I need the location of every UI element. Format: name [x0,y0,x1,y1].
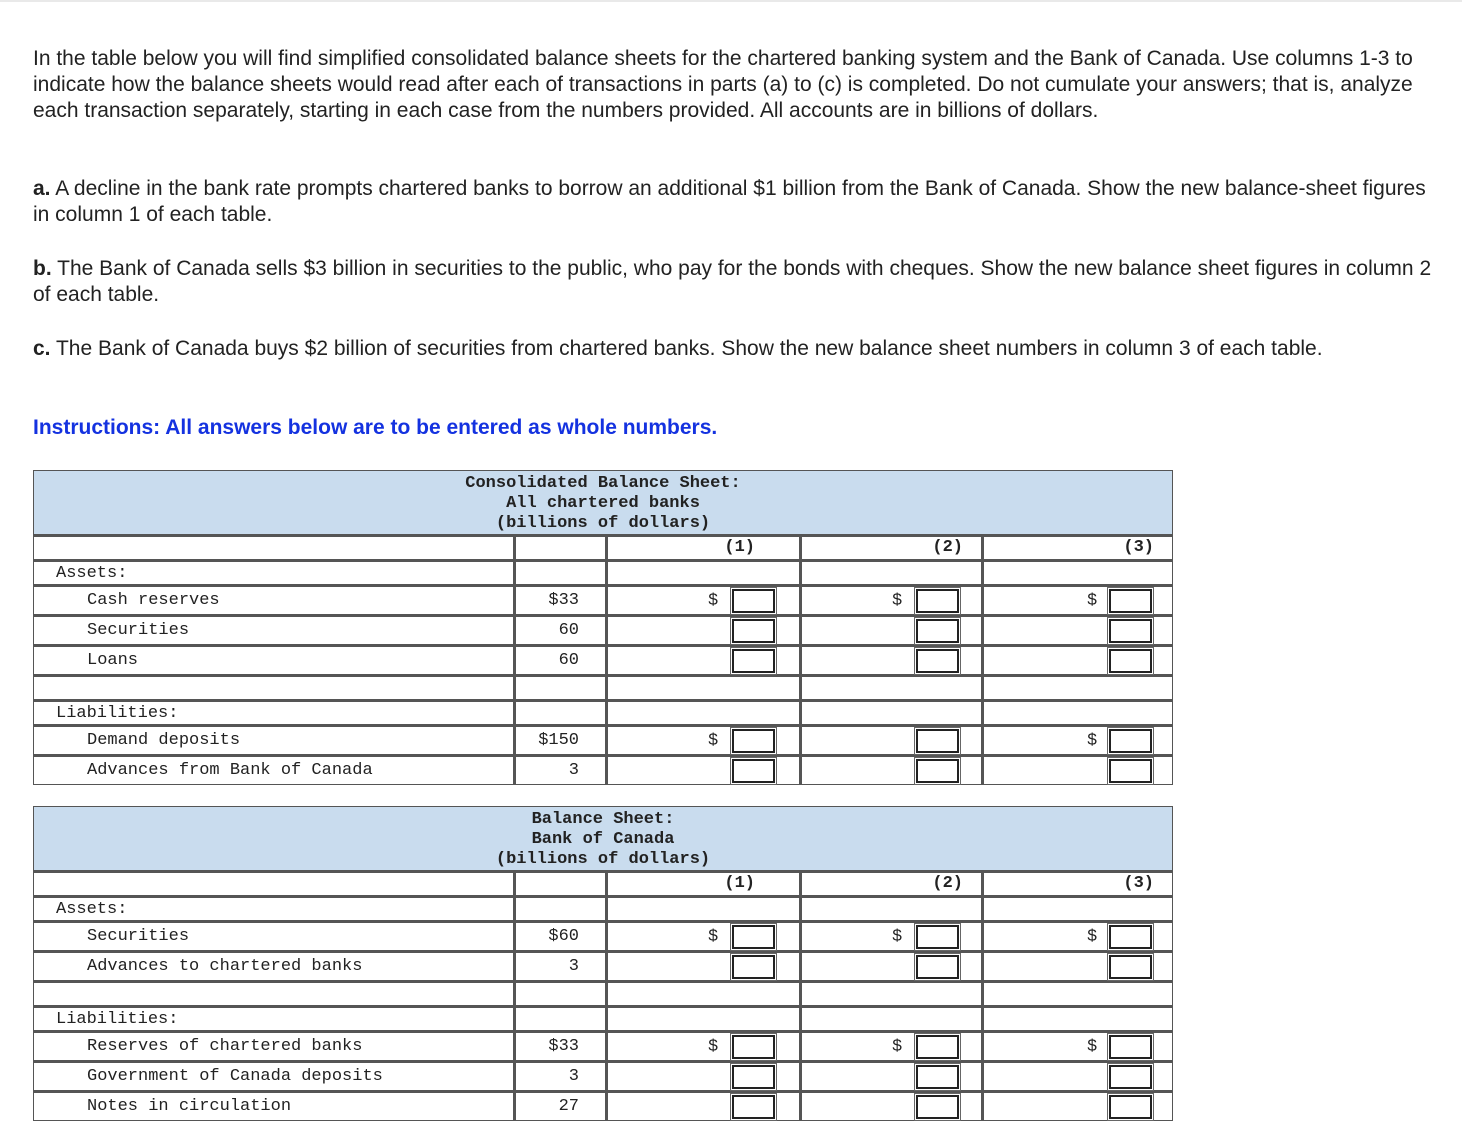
dollar-sign: $ [1087,1037,1098,1056]
table-title [33,806,1173,871]
liabilities-heading: Liabilities: [33,1006,514,1031]
column-header-2: (2) [800,535,982,560]
assets-heading: Assets: [33,896,514,921]
advances-col2-input[interactable] [916,759,959,783]
boc-securities-col2-input[interactable] [916,925,959,949]
demand-deposits-col2-input[interactable] [916,729,959,753]
boc-reserves-col2-input[interactable] [916,1035,959,1059]
boc-reserves-col1-input[interactable] [732,1035,775,1059]
part-b [33,256,1438,308]
boc-reserves-col3-input[interactable] [1109,1035,1152,1059]
row-label: Notes in circulation [33,1091,514,1121]
advances-col1-input[interactable] [732,759,775,783]
boc-securities-col3-input[interactable] [1109,925,1152,949]
title-line: (billions of dollars) [495,514,711,533]
boc-gov-deposits-col3-input[interactable] [1109,1065,1152,1089]
boc-advances-col2-input[interactable] [916,955,959,979]
cash-reserves-col1-input[interactable] [732,589,775,613]
dollar-sign: $ [708,1037,719,1056]
row-label: Demand deposits [33,725,514,755]
row-label: Loans [33,645,514,675]
title-line: All chartered banks [506,494,700,513]
boc-notes-col1-input[interactable] [732,1095,775,1119]
part-c-text: The Bank of Canada buys $2 billion of securities from chartered banks. Show the new balance sheet numbers in column 3 of each table. [55,337,1323,360]
column-header-3: (3) [982,535,1173,560]
row-label: Securities [33,921,514,951]
given-value: $60 [514,921,606,951]
part-c [33,336,1438,362]
column-header-3: (3) [982,871,1173,896]
boc-advances-col3-input[interactable] [1109,955,1152,979]
boc-notes-col2-input[interactable] [916,1095,959,1119]
title-line: Balance Sheet: [531,810,675,829]
row-label: Securities [33,615,514,645]
assets-heading: Assets: [33,560,514,585]
cash-reserves-col3-input[interactable] [1109,589,1152,613]
dollar-sign: $ [1087,731,1098,750]
part-a-text: A decline in the bank rate prompts chartered banks to borrow an additional $1 billion from the Bank of Canada. Show the new balance-sheet figures in column 1 of each table. [33,177,1426,226]
given-value: 60 [514,615,606,645]
column-header-1: (1) [606,871,800,896]
row-label: Advances from Bank of Canada [33,755,514,785]
boc-securities-col1-input[interactable] [732,925,775,949]
given-value: 3 [514,755,606,785]
given-value: 3 [514,951,606,981]
table-row [33,1061,1173,1091]
dollar-sign: $ [708,731,719,750]
securities-col1-input[interactable] [732,619,775,643]
dollar-sign: $ [892,1037,903,1056]
bank-of-canada-balance-sheet [33,806,1173,1121]
demand-deposits-col3-input[interactable] [1109,729,1152,753]
given-value: $150 [514,725,606,755]
table-row [33,951,1173,981]
table-row [33,1091,1173,1121]
column-header-2: (2) [800,871,982,896]
part-c-label: c. [33,337,51,360]
dollar-sign: $ [892,591,903,610]
loans-col3-input[interactable] [1109,649,1152,673]
title-line: Consolidated Balance Sheet: [465,474,741,493]
table-row [33,725,1173,755]
dollar-sign: $ [1087,591,1098,610]
intro-paragraph: In the table below you will find simplified consolidated balance sheets for the chartered banking system and the Bank of Canada. Use columns 1-3 to indicate how the balance sheets would read after each of transactions in parts (a) to (c) is completed. Do not cumulate your answers; that is, analyze each transaction separately, starting in each case from the numbers provided. All accounts are in billions of dollars. [33,47,1413,122]
title-line: (billions of dollars) [495,850,711,869]
dollar-sign: $ [1087,927,1098,946]
row-label: Government of Canada deposits [33,1061,514,1091]
given-value: 27 [514,1091,606,1121]
securities-col2-input[interactable] [916,619,959,643]
boc-gov-deposits-col2-input[interactable] [916,1065,959,1089]
loans-col2-input[interactable] [916,649,959,673]
given-value: $33 [514,585,606,615]
top-divider [0,0,1462,2]
table-title [33,470,1173,535]
table-row [33,615,1173,645]
part-a [33,176,1438,228]
column-header-1: (1) [606,535,800,560]
table-row [33,1031,1173,1061]
securities-col3-input[interactable] [1109,619,1152,643]
given-value: 60 [514,645,606,675]
chartered-banks-balance-sheet [33,470,1173,785]
row-label: Cash reserves [33,585,514,615]
given-value: $33 [514,1031,606,1061]
boc-notes-col3-input[interactable] [1109,1095,1152,1119]
row-label: Advances to chartered banks [33,951,514,981]
table-row [33,921,1173,951]
part-a-label: a. [33,177,51,200]
boc-gov-deposits-col1-input[interactable] [732,1065,775,1089]
part-b-label: b. [33,257,52,280]
dollar-sign: $ [708,927,719,946]
liabilities-heading: Liabilities: [33,700,514,725]
dollar-sign: $ [892,927,903,946]
part-b-text: The Bank of Canada sells $3 billion in securities to the public, who pay for the bonds with cheques. Show the new balance sheet figures in column 2 of each table. [33,257,1432,306]
table-row [33,645,1173,675]
loans-col1-input[interactable] [732,649,775,673]
advances-col3-input[interactable] [1109,759,1152,783]
cash-reserves-col2-input[interactable] [916,589,959,613]
instructions: Instructions: All answers below are to be entered as whole numbers. [33,416,718,439]
given-value: 3 [514,1061,606,1091]
row-label: Reserves of chartered banks [33,1031,514,1061]
dollar-sign: $ [708,591,719,610]
table-row [33,585,1173,615]
demand-deposits-col1-input[interactable] [732,729,775,753]
table-row [33,755,1173,785]
boc-advances-col1-input[interactable] [732,955,775,979]
title-line: Bank of Canada [531,830,675,849]
